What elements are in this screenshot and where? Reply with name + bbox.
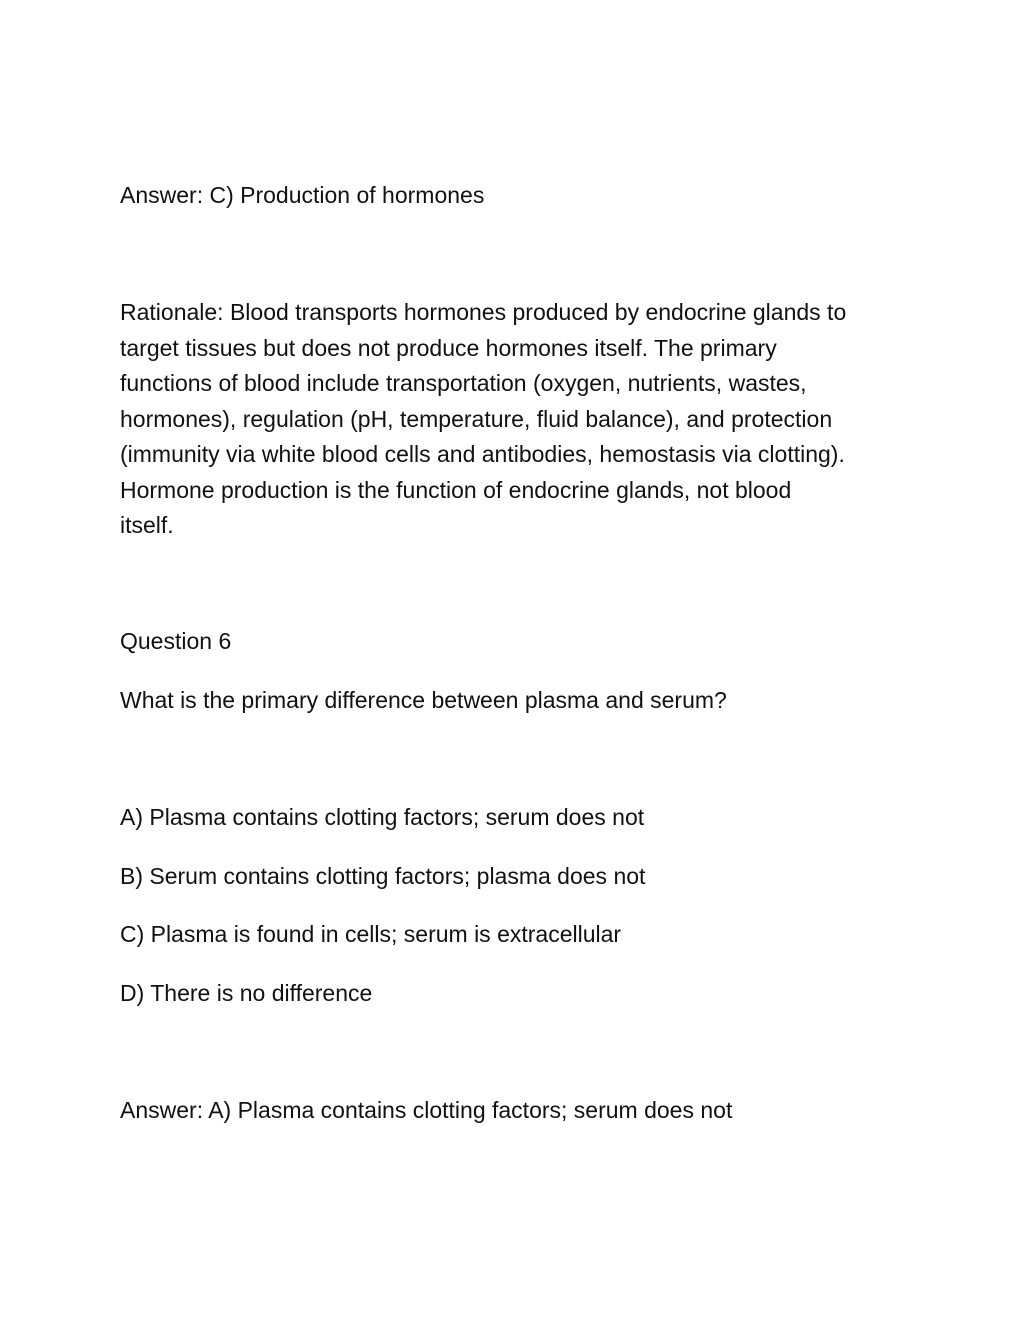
question-answer: Answer: A) Plasma contains clotting factors; serum does not [120,1097,733,1123]
rationale-line: Rationale: Blood transports hormones produced by endocrine glands to [120,299,847,325]
question-title: Question 6 [120,628,232,654]
option-b: B) Serum contains clotting factors; plasma does not [120,863,646,889]
rationale-line: hormones), regulation (pH, temperature, fluid balance), and protection [120,405,833,432]
rationale-line: itself. [120,512,174,538]
previous-answer: Answer: C) Production of hormones [120,182,485,208]
option-a: A) Plasma contains clotting factors; serum does not [120,804,645,830]
rationale-line: (immunity via white blood cells and antibodies, hemostasis via clotting). [120,441,845,467]
option-d: D) There is no difference [120,980,373,1006]
rationale-line: target tissues but does not produce hormones itself. The primary [120,334,777,361]
option-c: C) Plasma is found in cells; serum is extracellular [120,921,622,947]
question-text: What is the primary difference between plasma and serum? [120,687,727,713]
rationale-line: functions of blood include transportation (oxygen, nutrients, wastes, [120,370,807,396]
rationale-line: Hormone production is the function of endocrine glands, not blood [120,476,792,503]
rationale-paragraph [120,295,910,544]
